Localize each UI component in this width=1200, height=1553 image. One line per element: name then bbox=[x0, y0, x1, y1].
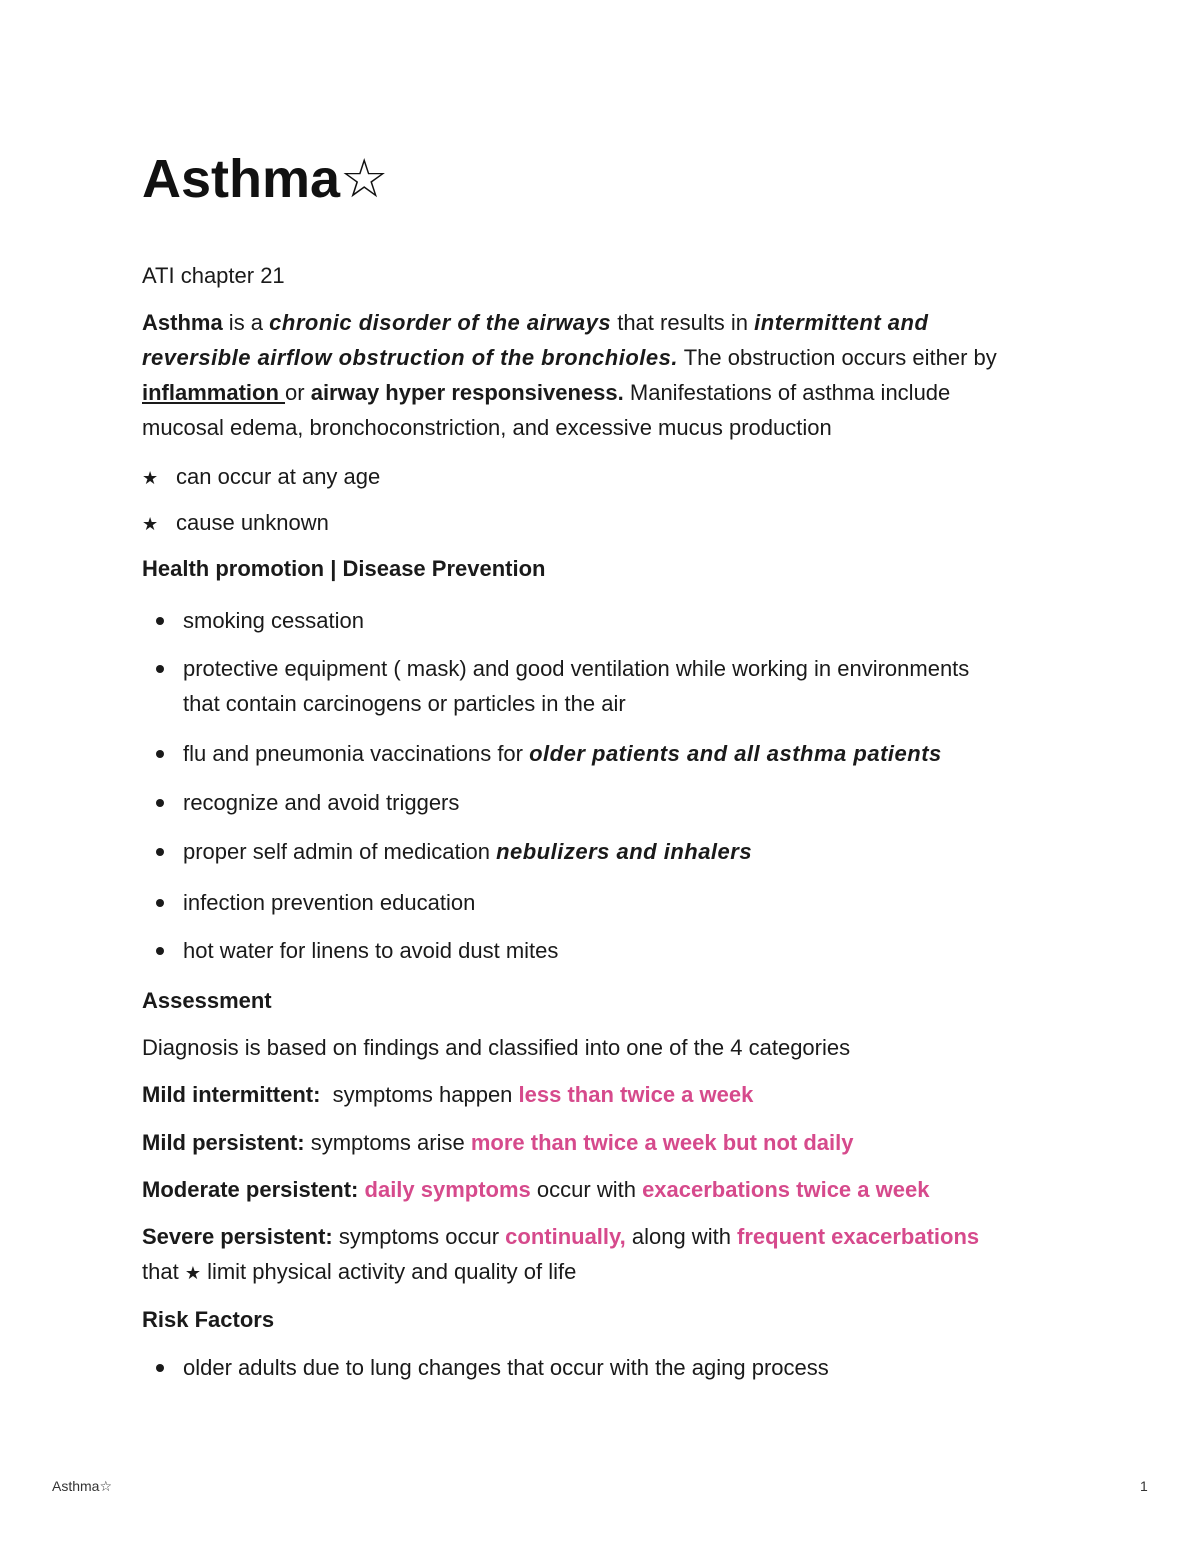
star-icon: ★ bbox=[142, 468, 159, 488]
star-list-item: ★ cause unknown bbox=[142, 505, 329, 542]
star-outline-icon: ☆ bbox=[340, 149, 389, 209]
page-title: Asthma☆ bbox=[142, 146, 388, 212]
category-severe-persistent: Severe persistent: symptoms occur continually, along with frequent exacerbations bbox=[142, 1224, 980, 1249]
category-severe-persistent-continuation: that ★ limit physical activity and quality of life bbox=[142, 1259, 577, 1284]
bullet-dot-icon bbox=[156, 848, 164, 856]
intro-line-1: Asthma is a chronic disorder of the airways that results in intermittent and bbox=[142, 310, 929, 335]
category-mild-persistent: Mild persistent: symptoms arise more than twice a week but not daily bbox=[142, 1130, 854, 1155]
star-icon: ★ bbox=[142, 514, 159, 534]
star-outline-icon: ☆ bbox=[99, 1478, 113, 1494]
category-moderate-persistent: Moderate persistent: daily symptoms occur with exacerbations twice a week bbox=[142, 1177, 930, 1202]
intro-line-3: inflammation or airway hyper responsiveness. Manifestations of asthma include bbox=[142, 380, 951, 405]
category-mild-intermittent: Mild intermittent: symptoms happen less than twice a week bbox=[142, 1082, 754, 1107]
risk-factors-heading: Risk Factors bbox=[142, 1307, 275, 1332]
bullet-dot-icon bbox=[156, 750, 164, 758]
assessment-description: Diagnosis is based on findings and classified into one of the 4 categories bbox=[142, 1035, 851, 1060]
assessment-heading: Assessment bbox=[142, 988, 272, 1013]
bullet-dot-icon bbox=[156, 665, 164, 673]
intro-line-4: mucosal edema, bronchoconstriction, and excessive mucus production bbox=[142, 415, 832, 440]
intro-line-2: reversible airflow obstruction of the bronchioles. The obstruction occurs either by bbox=[142, 345, 997, 370]
bullet-dot-icon bbox=[156, 1364, 164, 1372]
footer-document-title: Asthma☆ bbox=[52, 1478, 113, 1494]
footer-page-number: 1 bbox=[1140, 1478, 1148, 1494]
bullet-dot-icon bbox=[156, 947, 164, 955]
health-promotion-heading: Health promotion | Disease Prevention bbox=[142, 556, 546, 581]
bullet-dot-icon bbox=[156, 617, 164, 625]
bullet-dot-icon bbox=[156, 799, 164, 807]
star-list-item: ★ can occur at any age bbox=[142, 459, 380, 496]
star-icon: ★ bbox=[184, 1263, 201, 1283]
bullet-dot-icon bbox=[156, 899, 164, 907]
chapter-subtitle: ATI chapter 21 bbox=[142, 263, 285, 288]
